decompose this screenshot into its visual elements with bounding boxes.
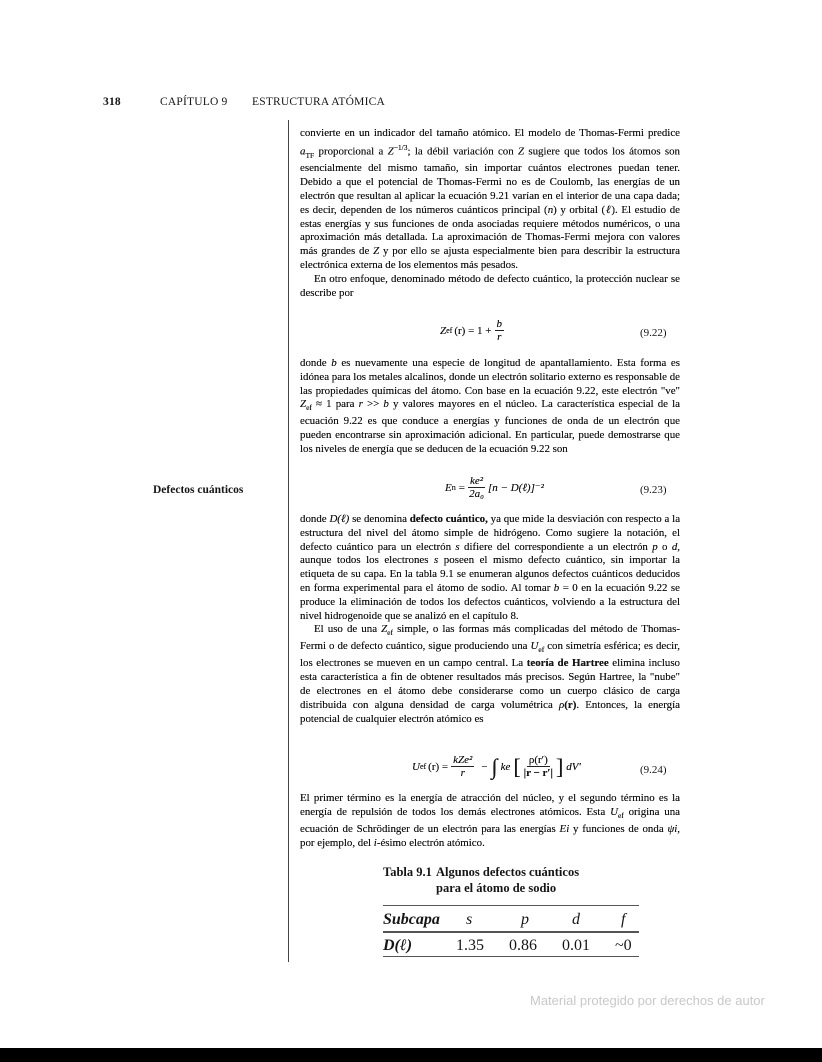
header-cell: p <box>521 911 529 928</box>
text-run: . Entonces, la energía potencial de cualquier electrón atómico es <box>300 698 680 725</box>
fraction <box>524 754 553 779</box>
text-run: ef <box>306 403 312 413</box>
fraction <box>495 318 505 343</box>
text-run: Z <box>300 398 307 411</box>
text-run: defecto cuántico, <box>409 513 488 525</box>
paragraph <box>300 357 680 457</box>
eq-symbol: E <box>445 481 452 494</box>
paragraph <box>300 792 680 850</box>
bracket-left: [ <box>513 753 521 779</box>
text-run: -ésimo electrón atómico. <box>376 836 485 849</box>
text-run: poseen el mismo defecto cuántico, sin importar la etiqueta de su capa. En la tabla 9.1 se enumeran algunos defectos cuánticos deducidos en forma experimental para el átomo de sodio. Al tomar <box>300 554 680 594</box>
table-label: Tabla 9.1 <box>383 865 432 879</box>
paragraph <box>300 273 680 301</box>
header-cell: Subcapa <box>383 911 440 928</box>
text-run: d <box>671 540 678 553</box>
numerator: ke² <box>469 475 484 487</box>
chapter-title: ESTRUCTURA ATÓMICA <box>252 96 385 108</box>
text-run: b <box>553 581 560 594</box>
text-run: ℓ <box>605 203 612 216</box>
margin-note: Defectos cuánticos <box>153 484 244 496</box>
text-run: Z <box>373 245 380 258</box>
text-run: En otro enfoque, denominado método de defecto cuántico, la protección nuclear se describe por <box>300 272 680 299</box>
text-run: y funciones de onda <box>569 822 668 835</box>
text-run: n <box>547 203 554 216</box>
table-rule-top <box>383 905 639 906</box>
eq-text: [n − D(ℓ)]⁻² <box>488 482 544 494</box>
table-header-row <box>383 911 639 927</box>
row-label: D(ℓ) <box>383 937 413 954</box>
paragraph <box>300 623 680 726</box>
eq-text: ke <box>500 760 511 773</box>
text-run: donde <box>300 357 332 369</box>
table-row <box>383 937 639 953</box>
text-run: elimina incluso esta característica a fin de obtener resultados más precisos. Según Hartree, la "nube" de electrones en el átomo debe considerarse como un cuerpo clásico de carga distribuida con alguna densidad de carga volumétrica <box>300 657 681 711</box>
text-run: s <box>434 554 439 567</box>
header-cell: d <box>572 911 580 928</box>
text-run: ≈ 1 para <box>311 398 359 411</box>
text-run: Z <box>518 145 525 158</box>
table-title-line1: Algunos defectos cuánticos <box>436 865 580 879</box>
text-run: ; la débil variación con <box>407 145 518 158</box>
text-run: difiere del correspondiente a un electrón <box>459 540 653 553</box>
chapter-label: CAPÍTULO 9 <box>160 96 228 108</box>
text-run: s <box>455 540 460 553</box>
text-run: y valores mayores en el núcleo. La característica especial de la ecuación 9.22 es que conduce a energías y funciones de onda de un electrón que pueden encontrarse sin aproximación adicional. En particular, puede demostrarse que los niveles de energía que se deducen de la ecuación 9.22 son <box>300 398 680 455</box>
table-rule-mid <box>383 931 639 933</box>
eq-sub: ef <box>446 326 453 335</box>
text-run: b <box>331 357 337 369</box>
table-title-line2: para el átomo de sodio <box>436 881 557 895</box>
paragraph <box>300 127 680 273</box>
text-run: origina una ecuación de Schrödinger de un electrón para las energías <box>300 805 680 835</box>
text-run: i <box>373 836 377 849</box>
text-run: ). El estudio de estas energías y sus funciones de onda asociadas requiere métodos numéricos, o una aproximación más detallada. La aproximación de Thomas-Fermi mejora con valores más grandes de <box>300 203 680 258</box>
text-run: es nuevamente una especie de longitud de apantallamiento. Esta forma es idónea para los metales alcalinos, donde un electrón solitario externo es responsable de las propiedades químicas del átomo. Con base en la ecuación 9.22, este electrón "ve" <box>300 357 680 397</box>
margin-rule <box>288 120 289 962</box>
text-run: ψi <box>667 822 678 835</box>
table-cell: 0.01 <box>562 937 590 954</box>
text-run: D(ℓ) <box>329 513 350 525</box>
eq-text: = <box>458 481 465 494</box>
table-cell: 1.35 <box>456 937 484 954</box>
equation-number: (9.22) <box>640 327 667 339</box>
fraction <box>468 475 485 500</box>
text-run: con simetría esférica; es decir, los electrones se mueven en un campo central. La <box>300 640 681 670</box>
integral-sign: ∫ <box>491 753 498 779</box>
watermark: Material protegido por derechos de autor <box>530 993 765 1008</box>
text-run: TF <box>305 150 315 160</box>
equation-9-22 <box>440 318 507 343</box>
equation-9-24 <box>412 754 581 779</box>
equation-number: (9.24) <box>640 764 667 776</box>
eq-text: − <box>481 760 488 773</box>
text-run: = 0 en la ecuación 9.22 se produce la eliminación de todos los defectos cuánticos, volviendo a la estructura del nivel hidrogenoide que se analizó en el capítulo 8. <box>300 581 680 622</box>
text-run: ef <box>538 645 545 655</box>
text-run: donde <box>300 513 330 525</box>
text-run: ) y orbital ( <box>553 203 606 216</box>
text-run: El primer término es la energía de atracción del núcleo, y el segundo término es la energía de repulsión de todos los demás electrones atómicos. Esta <box>300 792 680 818</box>
text-run: Z <box>381 623 388 636</box>
numerator: ρ(r′) <box>528 754 548 766</box>
denominator: 2a₀ <box>469 488 484 500</box>
bottom-bar <box>0 1048 822 1062</box>
text-run: U <box>610 805 618 818</box>
paragraph-block-1 <box>300 127 680 300</box>
eq-text: (r) = 1 + <box>454 324 492 337</box>
paragraph-block-2 <box>300 357 680 457</box>
fraction <box>451 754 474 779</box>
text-run: se denomina <box>349 513 410 525</box>
text-run: r <box>358 398 363 411</box>
text-run: , por ejemplo, del <box>300 822 680 849</box>
text-run: El uso de una <box>314 623 382 636</box>
text-run: (r) <box>564 698 577 711</box>
text-run: ef <box>387 628 393 638</box>
text-run: ef <box>617 810 624 820</box>
numerator: kZe² <box>453 754 473 766</box>
text-run: o <box>657 540 672 553</box>
text-run: proporcional a <box>314 145 388 158</box>
text-run: simple, o las formas más complicadas del método de Thomas-Fermi o de defecto cuántico, sigue produciendo una <box>300 623 681 653</box>
text-run: y por ello se ajusta especialmente bien para describir la estructura electrónica externa de los elementos más pesados. <box>300 245 680 271</box>
text-run: sugiere que todos los átomos son esencialmente del mismo tamaño, sin importar cuántos electrones puedan tener. Debido a que el potencial de Thomas-Fermi no es de Coulomb, las energías de un electrón que resultan al aplicar la ecuación 9.21 varían en el interior de una capa dada; es decir, dependen de los números cuánticos principal ( <box>300 145 680 216</box>
page-number: 318 <box>103 96 121 108</box>
text-run: b <box>383 398 389 411</box>
text-run: ρ <box>559 698 565 711</box>
text-run: convierte en un indicador del tamaño atómico. El modelo de Thomas-Fermi predice <box>300 127 680 139</box>
text-run: >> <box>362 398 384 411</box>
eq-symbol: U <box>412 760 420 773</box>
header-cell: s <box>466 911 473 928</box>
denominator: |r − r′| <box>523 767 553 779</box>
table-cell: 0.86 <box>509 937 537 954</box>
text-run: p <box>652 540 658 553</box>
text-run: Ei <box>559 822 570 835</box>
text-run: −1/3 <box>393 142 408 152</box>
text-run: U <box>530 640 539 653</box>
table-caption <box>383 864 579 896</box>
header-cell: f <box>621 911 626 928</box>
text-run: ya que mide la desviación con respecto a la estructura del nivel del átomo simple de hidrógeno. Como sugiere la notación, el defecto cuántico para un electrón <box>300 513 681 553</box>
eq-symbol: Z <box>440 324 447 337</box>
text-run: Z <box>387 145 394 158</box>
text-run: , aunque todos los electrones <box>300 540 680 567</box>
bracket-right: ] <box>555 753 564 779</box>
numerator: b <box>496 318 502 330</box>
eq-sub: n <box>451 483 456 492</box>
denominator: r <box>497 331 502 343</box>
equation-9-23 <box>445 475 544 500</box>
text-run: teoría de Hartree <box>526 657 609 670</box>
denominator: r <box>460 767 465 779</box>
paragraph-block-4 <box>300 792 680 850</box>
paragraph-block-3 <box>300 513 680 726</box>
eq-text: (r) = <box>428 760 449 773</box>
eq-sub: ef <box>419 762 427 771</box>
paragraph <box>300 513 680 623</box>
text-run: a <box>300 145 306 158</box>
table-rule-bottom <box>383 956 639 957</box>
table-cell: ~0 <box>615 937 632 954</box>
eq-text: dV′ <box>566 760 581 773</box>
equation-number: (9.23) <box>640 484 667 496</box>
